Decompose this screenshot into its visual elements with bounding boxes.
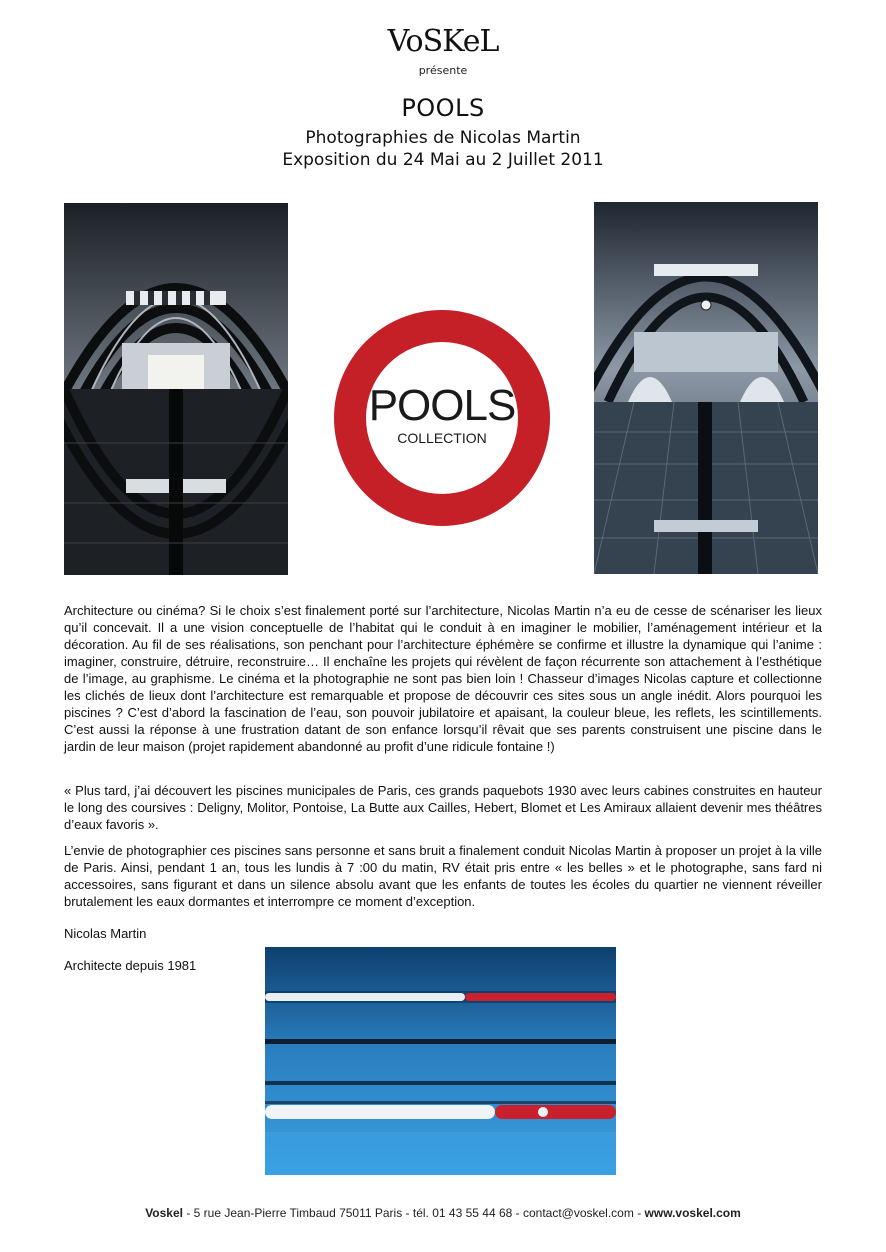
subtitle-photographer: Photographies de Nicolas Martin: [305, 128, 581, 148]
badge-inner-circle: [366, 342, 518, 494]
pool-photo-right: [594, 202, 818, 574]
footer-brand: Voskel: [145, 1206, 183, 1220]
footer-address: - 5 rue Jean-Pierre Timbaud 75011 Paris - tél. 01 43 55 44 68 - contact@voskel.com -: [183, 1206, 645, 1220]
paragraph-project: L’envie de photographier ces piscines sans personne et sans bruit a finalement conduit Nicolas Martin à proposer un projet à la ville de Paris. Ainsi, pendant 1 an, tous les lundis à 7 :00 du matin, RV était pris entre « les belles » et le photographe, sans fard ni accessoires, sans figurant et dans un silence absolu avant que les enfants de toutes les écoles du quartier ne viennent réveiller brutalement les eaux dormantes et interrompre ce moment d’exception.: [64, 843, 822, 909]
badge-title: POOLS: [368, 381, 516, 430]
voskel-logo: VoSKeL: [387, 24, 499, 59]
photographer-role: Architecte depuis 1981: [64, 958, 197, 973]
page-title: POOLS: [401, 94, 485, 122]
photographer-name: Nicolas Martin: [64, 926, 147, 941]
subtitle-dates: Exposition du 24 Mai au 2 Juillet 2011: [282, 150, 604, 170]
footer-contact: [0, 1206, 886, 1220]
paragraph-quote: « Plus tard, j’ai découvert les piscines municipales de Paris, ces grands paquebots 1930 avec leurs cabines construites en hauteur le long des coursives : Deligny, Molitor, Pontoise, La Butte aux Cailles, Hebert, Blomet et Les Amiraux allaient devenir mes théâtres d’eaux favoris ».: [64, 783, 822, 832]
presente-label: présente: [418, 64, 468, 77]
footer-website[interactable]: www.voskel.com: [644, 1206, 741, 1220]
badge-subtitle: COLLECTION: [397, 430, 487, 446]
pool-lanes-photo: [265, 947, 616, 1175]
pools-collection-badge: [334, 310, 550, 526]
pool-photo-left: [64, 203, 288, 575]
paragraph-intro: Architecture ou cinéma? Si le choix s’est finalement porté sur l’architecture, Nicolas Martin n’a eu de cesse de scénariser les lieux qu’il concevait. Il a une vision conceptuelle de l’habitat qui le conduit à en imaginer le mobilier, l’aménagement intérieur et la décoration. Au fil de ses réalisations, son penchant pour l’architecture éphémère se confirme et illustre la dynamique qui l’anime : imaginer, construire, détruire, reconstruire… Il enchaîne les projets qui révèlent de façon récurrente son attachement à l’esthétique de l’image, au graphisme. Le cinéma et la photographie ne sont pas bien loin ! Chasseur d’images Nicolas capture et collectionne les clichés de lieux dont l’architecture est remarquable et propose de découvrir ces sites sous un angle inédit. Alors pourquoi les piscines ? C’est d’abord la fascination de l’eau, son pouvoir jubilatoire et apaisant, la couleur bleue, les reflets, les scintillements. C’est aussi la réponse à une frustration datant de son enfance lorsqu’il rêvait que ses parents construisent une piscine dans le jardin de leur maison (projet rapidement abandonné au profit d’une ridicule fontaine !): [64, 603, 822, 754]
